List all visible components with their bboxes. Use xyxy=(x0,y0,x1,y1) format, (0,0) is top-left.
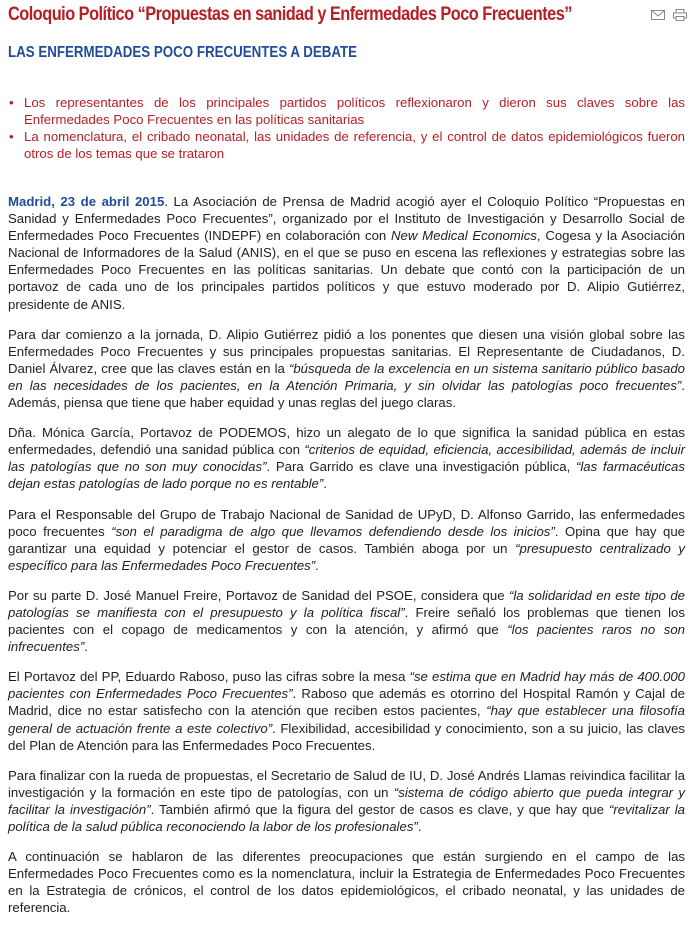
highlight-item: • La nomenclatura, el cribado neonatal, las unidades de referencia, y el control de datos epidemiológicos fueron otros de los temas que se trataron xyxy=(8,128,685,162)
text: . También afirmó que la figura del gestor de casos es clave, y que hay que xyxy=(150,801,609,817)
text: . Además, piensa que tiene que haber equidad y unas reglas del juego claras. xyxy=(8,377,685,411)
quote: “son el paradigma de algo que llevamos defendiendo desde los inicios” xyxy=(111,523,555,539)
text: Dña. Mónica García, Portavoz de PODEMOS, hizo un alegato de lo que significa la sanidad pública en estas enfermedades, defendió una sanidad pública con xyxy=(8,425,685,458)
text: . Raboso que además es otorrino del Hospital Ramón y Cajal de Madrid, dice no estar satisfecho con la atención que reciben estos pacientes, xyxy=(8,686,685,719)
text: Por su parte D. José Manuel Freire, Portavoz de Sanidad del PSOE, considera que xyxy=(8,587,509,603)
highlights-list xyxy=(8,94,685,162)
text: Para dar comienzo a la jornada, D. Alipio Gutiérrez pidió a los ponentes que diesen una visión global sobre las Enfermedades Poco Frecuentes y sus principales propuestas sanitarias. El Representante de Ciudadanos, D. Daniel Álvarez, cree que las claves están en la xyxy=(8,326,685,376)
text: . Para Garrido es clave una investigación pública, xyxy=(266,459,576,475)
text: . xyxy=(84,639,88,655)
quote: “criterios de equidad, eficiencia, accesibilidad, además de incluir las patologías que no son muy conocidas” xyxy=(8,442,686,475)
text: . Freire señaló los problemas que tienen los pacientes con el copago de medicamentos y con la atención, y afirmó que xyxy=(8,604,685,638)
article-title: Coloquio Político “Propuestas en sanidad y Enfermedades Poco Frecuentes” xyxy=(8,4,572,25)
text: A continuación se hablaron de las diferentes preocupaciones que están surgiendo en el campo de las Enfermedades Poco Frecuentes como es la nomenclatura, incluir la Estrategia de Enfermedades Poco Frecuentes en la Estrategia de crónicos, el control de los datos epidemiológicos, el cribado neonatal, y las unidades de referencia. xyxy=(8,849,685,916)
email-icon[interactable] xyxy=(651,8,665,26)
quote: “los pacientes raros no son infrecuentes” xyxy=(8,622,685,655)
text: . xyxy=(315,557,319,573)
text: . La Asociación de Prensa de Madrid acogió ayer el Coloquio Político “Propuestas en Sanidad y Enfermedades Poco Frecuentes”, organizado por el Instituto de Investigación y Desarrollo Social de Enfermedades Poco Frecuentes (INDEPF) en colaboración con xyxy=(8,194,685,244)
dateline: Madrid, 23 de abril 2015 xyxy=(8,194,165,209)
text: El Portavoz del PP, Eduardo Raboso, puso las cifras sobre la mesa xyxy=(8,669,410,685)
print-icon[interactable] xyxy=(673,8,687,26)
quote: “búsqueda de la excelencia en un sistema sanitario público basado en las necesidades de los pacientes, en la Atención Primaria, y sin olvidar las patologías poco frecuentes” xyxy=(8,360,685,393)
italic-text: New Medical Economics xyxy=(391,228,537,244)
paragraph-4 xyxy=(8,506,685,574)
quote: “presupuesto centralizado y específico para las Enfermedades Poco Frecuentes” xyxy=(8,540,685,573)
quote: “se estima que en Madrid hay más de 400.000 pacientes con Enfermedades Poco Frecuentes” xyxy=(8,669,686,702)
text: . Flexibilidad, accesibilidad y conocimiento, son a su juicio, las claves del Plan de Atención para las Enfermedades Poco Frecuentes. xyxy=(8,720,685,753)
highlight-item: • Los representantes de los principales partidos políticos reflexionaron y dieron sus claves sobre las Enfermedades Poco Frecuentes en las políticas sanitarias xyxy=(8,94,685,128)
paragraph-5 xyxy=(8,587,685,655)
paragraph-8 xyxy=(8,848,685,916)
paragraph-1 xyxy=(8,193,685,313)
quote: “la solidaridad en este tipo de patologías se manifiesta con el presupuesto y la política fiscal” xyxy=(8,587,686,620)
text: . Opina que hay que garantizar una equidad y potenciar el gestor de casos. También aboga por un xyxy=(8,523,686,556)
article-body xyxy=(8,193,685,929)
paragraph-3 xyxy=(8,424,685,492)
paragraph-6 xyxy=(8,668,685,753)
text: Para finalizar con la rueda de propuestas, el Secretario de Salud de IU, D. José Andrés Llamas reivindica facilitar la investigación y la formación en este tipo de patologías, con un xyxy=(8,767,685,800)
article-subtitle: LAS ENFERMEDADES POCO FRECUENTES A DEBATE xyxy=(8,44,358,61)
text: . xyxy=(323,476,327,492)
quote: “las farmacéuticas dejan estas patologías de lado porque no es rentable” xyxy=(8,459,685,492)
text: Para el Responsable del Grupo de Trabajo Nacional de Sanidad de UPyD, D. Alfonso Garrido, las enfermedades poco frecuentes xyxy=(8,506,685,539)
paragraph-7 xyxy=(8,767,685,835)
quote: “revitalizar la política de la salud pública reconociendo la labor de los profesionales” xyxy=(8,801,686,834)
quote: “sistema de código abierto que pueda integrar y facilitar la investigación” xyxy=(8,784,686,817)
article-tools xyxy=(651,8,687,26)
paragraph-2 xyxy=(8,326,685,411)
text: . xyxy=(417,819,422,834)
quote: “hay que establecer una filosofía general de actuación frente a este colectivo” xyxy=(8,703,685,736)
text: , Cogesa y la Asociación Nacional de Informadores de la Salud (ANIS), en el que se puso en escena las reflexiones y estrategias sobre las Enfermedades Poco Frecuentes en las políticas sanitarias. Un debate que contó con la participación de un portavoz de cada uno de los principales partidos políticos y que estuvo moderado por D. Alipio Gutiérrez, presidente de ANIS. xyxy=(8,228,685,312)
